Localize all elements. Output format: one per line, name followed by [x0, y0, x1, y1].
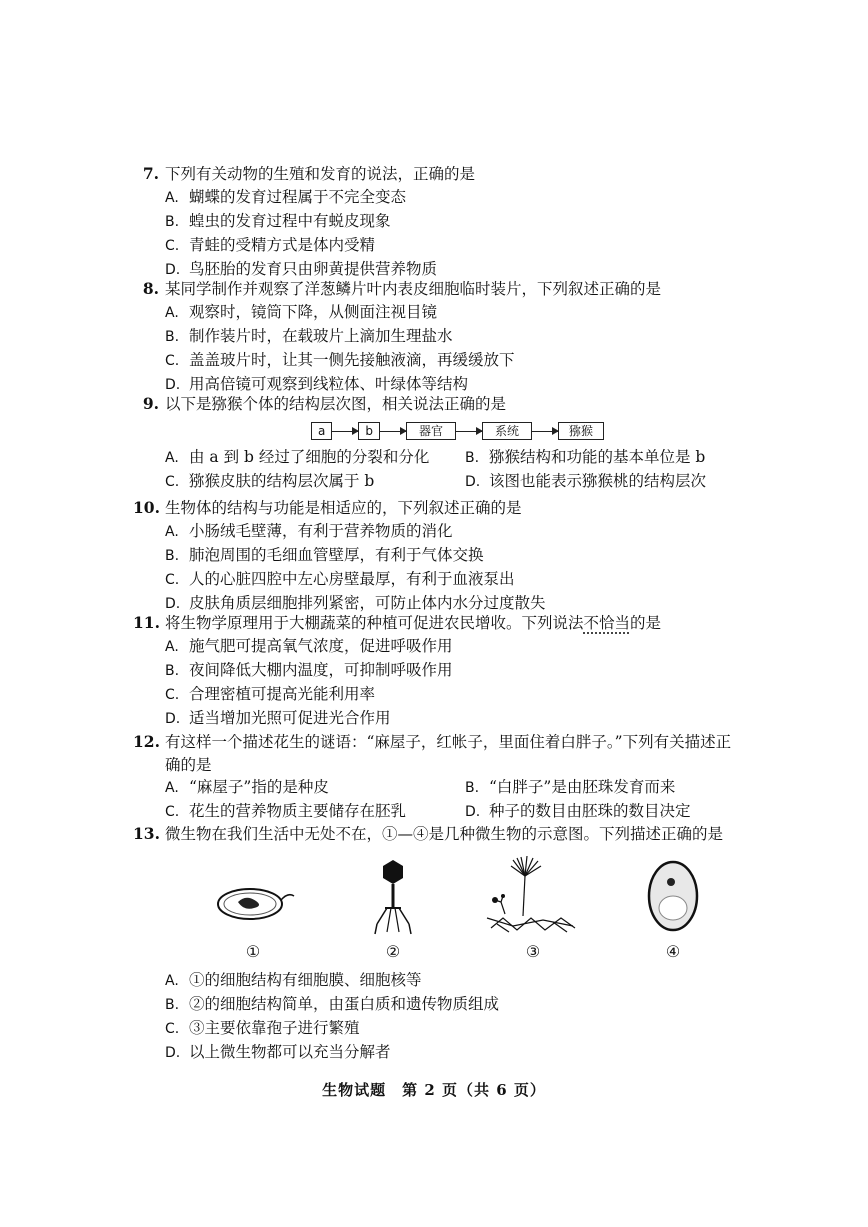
- option-text: 合理密植可提高光能利用率: [189, 685, 376, 703]
- structure-level-diagram: [311, 420, 828, 442]
- option-b: [133, 659, 828, 683]
- question-text-end: 的是: [630, 614, 662, 632]
- question-number: 7.: [142, 164, 159, 183]
- option-label: B.: [165, 997, 180, 1013]
- option-a: [133, 186, 828, 210]
- question-stem: [133, 277, 828, 301]
- question-number: 10.: [133, 498, 160, 517]
- option-text: 鸟胚胎的发育只由卵黄提供营养物质: [189, 260, 438, 278]
- option-text: 盖盖玻片时，让其一侧先接触液滴，再缓缓放下: [189, 351, 515, 369]
- option-c: [133, 234, 828, 258]
- option-label: C.: [165, 572, 180, 588]
- option-label: D.: [165, 262, 181, 278]
- flow-box-a: a: [311, 422, 332, 440]
- option-a: [133, 520, 828, 544]
- option-a: [133, 635, 828, 659]
- figure-label: ①: [245, 942, 261, 961]
- question-text: 微生物在我们生活中无处不在，①—④是几种微生物的示意图。下列描述正确的是: [165, 825, 724, 843]
- option-label: C.: [165, 353, 180, 369]
- option-label: A.: [165, 450, 179, 466]
- option-label: B.: [465, 450, 480, 466]
- option-a: [165, 776, 465, 800]
- option-c: [133, 568, 828, 592]
- option-text: ③主要依靠孢子进行繁殖: [189, 1019, 360, 1037]
- option-b: [133, 544, 828, 568]
- option-d: [133, 707, 828, 731]
- flow-arrow: [532, 431, 558, 432]
- question-number: 13.: [133, 824, 160, 843]
- option-label: D.: [465, 474, 481, 490]
- flow-box-organ: 器官: [406, 422, 456, 440]
- mold-image: [483, 856, 583, 936]
- flow-arrow: [456, 431, 482, 432]
- question-13: [133, 822, 828, 1065]
- option-text: 适当增加光照可促进光合作用: [189, 709, 391, 727]
- bacterium-image: [208, 856, 298, 936]
- option-row-cd: [133, 800, 828, 824]
- option-label: C.: [165, 474, 180, 490]
- question-12-options: [133, 776, 828, 824]
- question-stem: [133, 611, 828, 635]
- option-label: B.: [165, 329, 180, 345]
- option-text: 肺泡周围的毛细血管壁厚，有利于气体交换: [189, 546, 484, 564]
- microbe-3: [463, 856, 603, 961]
- option-text: 制作装片时，在载玻片上滴加生理盐水: [189, 327, 453, 345]
- option-text: 夜间降低大棚内温度，可抑制呼吸作用: [189, 661, 453, 679]
- option-c: [165, 470, 465, 494]
- option-text: 观察时，镜筒下降，从侧面注视目镜: [189, 303, 438, 321]
- question-9: [133, 392, 828, 494]
- option-label: C.: [165, 687, 180, 703]
- microbe-4: [603, 856, 743, 961]
- option-text: 小肠绒毛壁薄，有利于营养物质的消化: [189, 522, 453, 540]
- options-block: [133, 969, 828, 1065]
- option-b: [133, 210, 828, 234]
- option-label: D.: [165, 1045, 181, 1061]
- option-label: B.: [465, 780, 480, 796]
- flow-arrow: [332, 431, 358, 432]
- question-7: [133, 162, 828, 282]
- option-text: 施气肥可提高氧气浓度，促进呼吸作用: [189, 637, 453, 655]
- option-c: [133, 1017, 828, 1041]
- option-label: A.: [165, 639, 179, 655]
- question-11: [133, 611, 828, 731]
- yeast-image: [643, 856, 703, 936]
- question-12: [133, 730, 738, 777]
- option-label: A.: [165, 524, 179, 540]
- option-text: 猕猴结构和功能的基本单位是 b: [489, 448, 706, 466]
- question-number: 11.: [133, 613, 160, 632]
- flow-box-monkey: 猕猴: [558, 422, 604, 440]
- flow-arrow: [380, 431, 406, 432]
- question-text: 某同学制作并观察了洋葱鳞片叶内表皮细胞临时装片，下列叙述正确的是: [165, 280, 662, 298]
- option-label: C.: [165, 1021, 180, 1037]
- question-10: [133, 496, 828, 616]
- option-text: ①的细胞结构有细胞膜、细胞核等: [189, 971, 422, 989]
- question-number: 12.: [133, 732, 160, 751]
- option-label: D.: [165, 596, 181, 612]
- virus-image: [363, 856, 423, 936]
- option-text: 花生的营养物质主要储存在胚乳: [189, 802, 407, 820]
- option-row-cd: [133, 470, 828, 494]
- option-c: [133, 349, 828, 373]
- option-d: [133, 1041, 828, 1065]
- option-c: [165, 800, 465, 824]
- option-row-ab: [133, 446, 828, 470]
- question-stem: [133, 162, 828, 186]
- option-label: A.: [165, 780, 179, 796]
- flow-box-b: b: [358, 422, 380, 440]
- question-8: [133, 277, 828, 397]
- question-text: 以下是猕猴个体的结构层次图，相关说法正确的是: [165, 395, 507, 413]
- option-b: [465, 446, 765, 470]
- option-text: 种子的数目由胚珠的数目决定: [489, 802, 691, 820]
- question-number: 9.: [142, 394, 159, 413]
- option-text: 由 a 到 b 经过了细胞的分裂和分化: [189, 448, 430, 466]
- option-text: 蝴蝶的发育过程属于不完全变态: [189, 188, 407, 206]
- option-label: C.: [165, 238, 180, 254]
- option-c: [133, 683, 828, 707]
- emphasized-text: 不恰当: [583, 614, 631, 632]
- option-text: “麻屋子”指的是种皮: [189, 778, 329, 796]
- option-a: [133, 969, 828, 993]
- option-a: [165, 446, 465, 470]
- option-b: [133, 993, 828, 1017]
- microbe-2: [323, 856, 463, 961]
- option-text: 该图也能表示猕猴桃的结构层次: [489, 472, 707, 490]
- option-label: B.: [165, 663, 180, 679]
- question-stem: [133, 822, 828, 846]
- option-label: C.: [165, 804, 180, 820]
- question-stem: [133, 496, 828, 520]
- option-text: 人的心脏四腔中左心房壁最厚，有利于血液泵出: [189, 570, 515, 588]
- question-text: 将生物学原理用于大棚蔬菜的种植可促进农民增收。下列说法: [165, 614, 584, 632]
- option-label: D.: [165, 377, 181, 393]
- option-a: [133, 301, 828, 325]
- option-text: “白胖子”是由胚珠发育而来: [489, 778, 676, 796]
- figure-label: ③: [525, 942, 541, 961]
- question-text: 下列有关动物的生殖和发育的说法，正确的是: [165, 165, 476, 183]
- option-d: [465, 800, 765, 824]
- option-text: 青蛙的受精方式是体内受精: [189, 236, 376, 254]
- microbe-1: [183, 856, 323, 961]
- figure-label: ④: [665, 942, 681, 961]
- option-text: 猕猴皮肤的结构层次属于 b: [189, 472, 375, 490]
- figure-label: ②: [385, 942, 401, 961]
- option-b: [133, 325, 828, 349]
- option-text: 用高倍镜可观察到线粒体、叶绿体等结构: [189, 375, 469, 393]
- option-label: A.: [165, 973, 179, 989]
- flow-box-system: 系统: [482, 422, 532, 440]
- option-label: A.: [165, 190, 179, 206]
- question-text: 生物体的结构与功能是相适应的，下列叙述正确的是: [165, 499, 522, 517]
- option-d: [465, 470, 765, 494]
- option-text: 皮肤角质层细胞排列紧密，可防止体内水分过度散失: [189, 594, 546, 612]
- option-text: 蝗虫的发育过程中有蜕皮现象: [189, 212, 391, 230]
- option-label: B.: [165, 548, 180, 564]
- question-number: 8.: [142, 279, 159, 298]
- page-footer: 生物试题 第 2 页（共 6 页）: [322, 1081, 546, 1099]
- question-text: 有这样一个描述花生的谜语：“麻屋子，红帐子，里面住着白胖子。”下列有关描述正确的是: [165, 733, 732, 774]
- microbe-figures: [183, 856, 828, 961]
- question-stem: [133, 730, 738, 777]
- option-b: [465, 776, 765, 800]
- option-row-ab: [133, 776, 828, 800]
- option-label: B.: [165, 214, 180, 230]
- option-text: 以上微生物都可以充当分解者: [189, 1043, 391, 1061]
- option-label: A.: [165, 305, 179, 321]
- option-text: ②的细胞结构简单，由蛋白质和遗传物质组成: [189, 995, 500, 1013]
- option-label: D.: [165, 711, 181, 727]
- question-stem: [133, 392, 828, 416]
- option-label: D.: [465, 804, 481, 820]
